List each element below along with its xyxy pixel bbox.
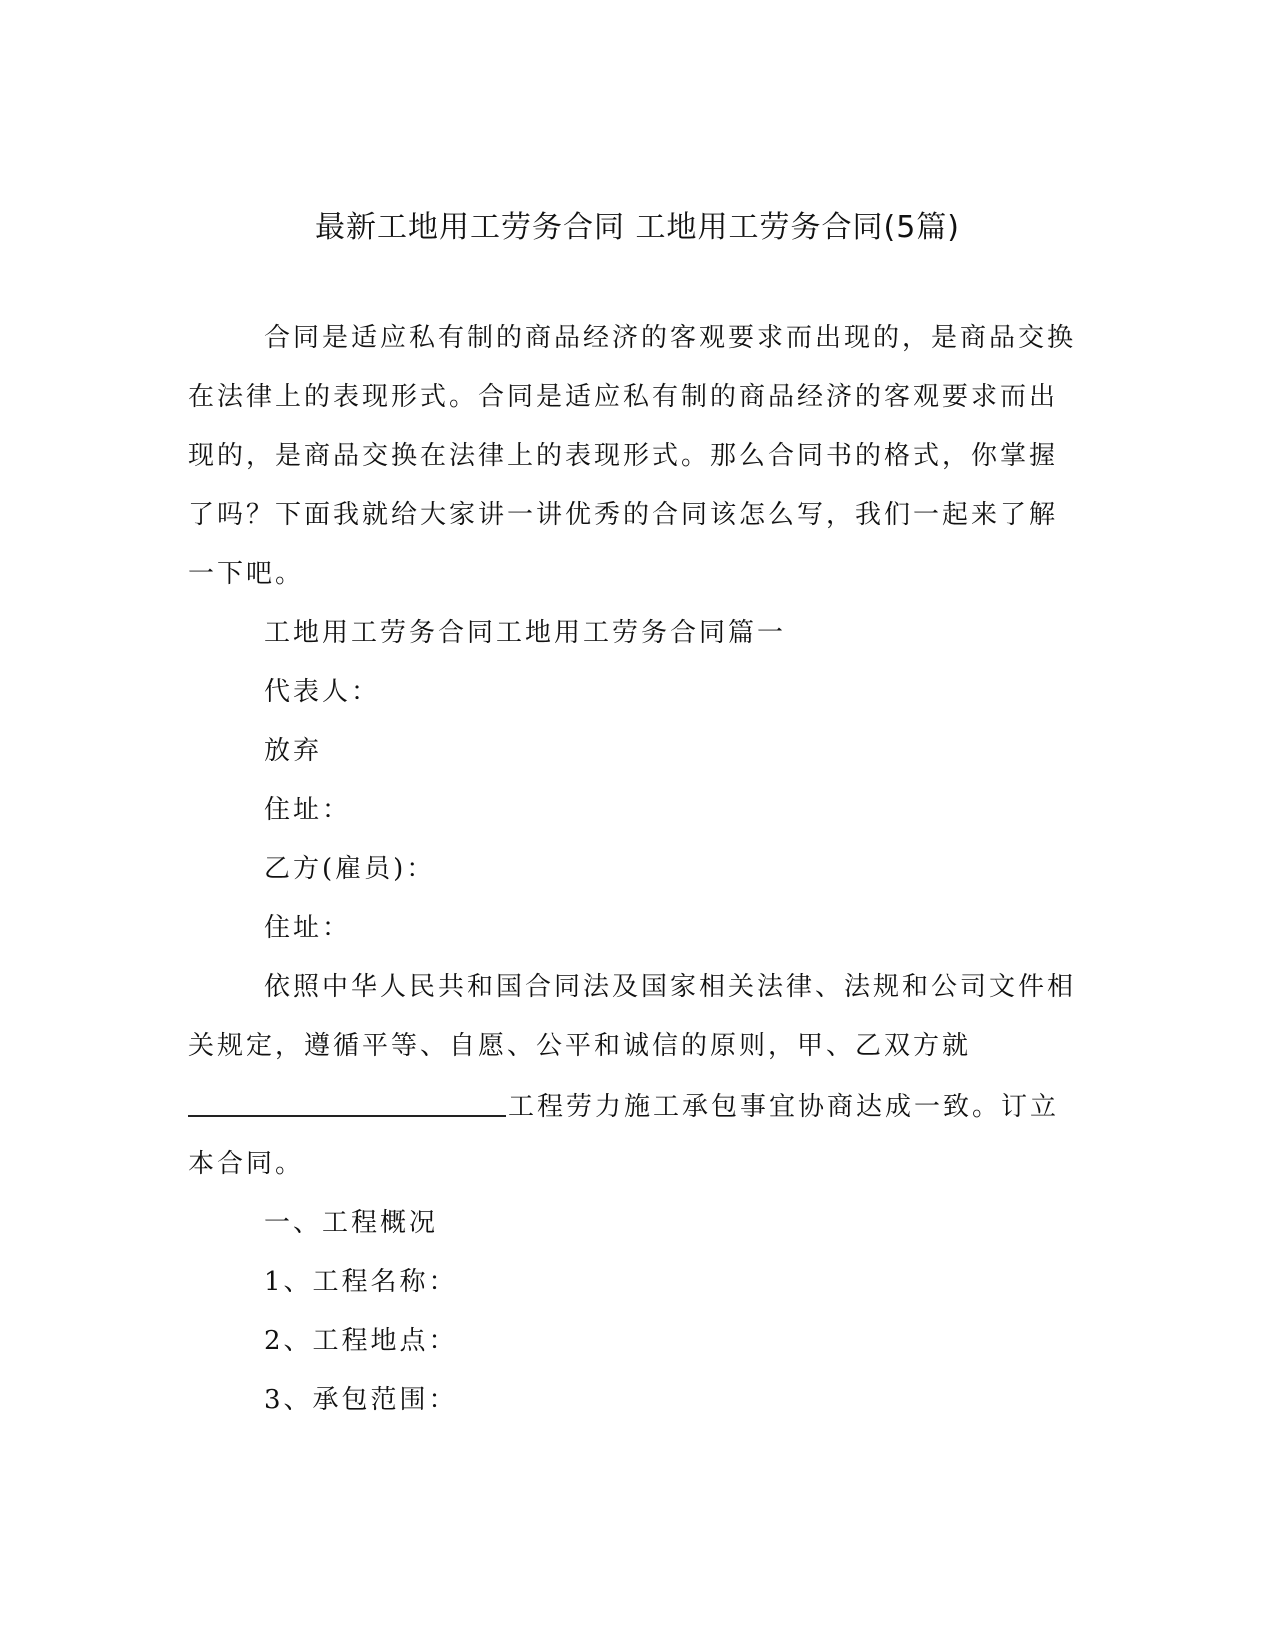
clause-line-2: 关规定，遵循平等、自愿、公平和诚信的原则，甲、乙双方就 — [188, 1031, 972, 1061]
field-abandon: 放弃 — [264, 736, 323, 766]
clause-line-1: 依照中华人民共和国合同法及国家相关法律、法规和公司文件相 — [264, 972, 1077, 1002]
chapter-1-item-1: 1、工程名称： — [264, 1267, 458, 1297]
intro-line-5: 一下吧。 — [188, 559, 305, 589]
document-title: 最新工地用工劳务合同 工地用工劳务合同(5篇) — [314, 210, 961, 245]
field-address-2: 住址： — [264, 913, 352, 943]
section-heading: 工地用工劳务合同工地用工劳务合同篇一 — [264, 618, 787, 648]
intro-line-2: 在法律上的表现形式。合同是适应私有制的商品经济的客观要求而出 — [188, 382, 1059, 412]
intro-line-4: 了吗？下面我就给大家讲一讲优秀的合同该怎么写，我们一起来了解 — [188, 500, 1059, 530]
chapter-1-item-3: 3、承包范围： — [264, 1385, 458, 1415]
chapter-1-item-2: 2、工程地点： — [264, 1326, 458, 1356]
intro-line-1: 合同是适应私有制的商品经济的客观要求而出现的，是商品交换 — [264, 323, 1077, 353]
field-representative: 代表人： — [264, 677, 381, 707]
field-party-b: 乙方(雇员)： — [264, 854, 436, 884]
clause-line-3-text: 工程劳力施工承包事宜协商达成一致。订立 — [508, 1092, 1060, 1122]
field-address-1: 住址： — [264, 795, 352, 825]
chapter-1-heading: 一、工程概况 — [264, 1208, 439, 1238]
clause-line-3 — [188, 1085, 1088, 1125]
blank-underline — [188, 1085, 506, 1117]
intro-line-3: 现的，是商品交换在法律上的表现形式。那么合同书的格式，你掌握 — [188, 441, 1059, 471]
clause-line-4: 本合同。 — [188, 1149, 305, 1179]
